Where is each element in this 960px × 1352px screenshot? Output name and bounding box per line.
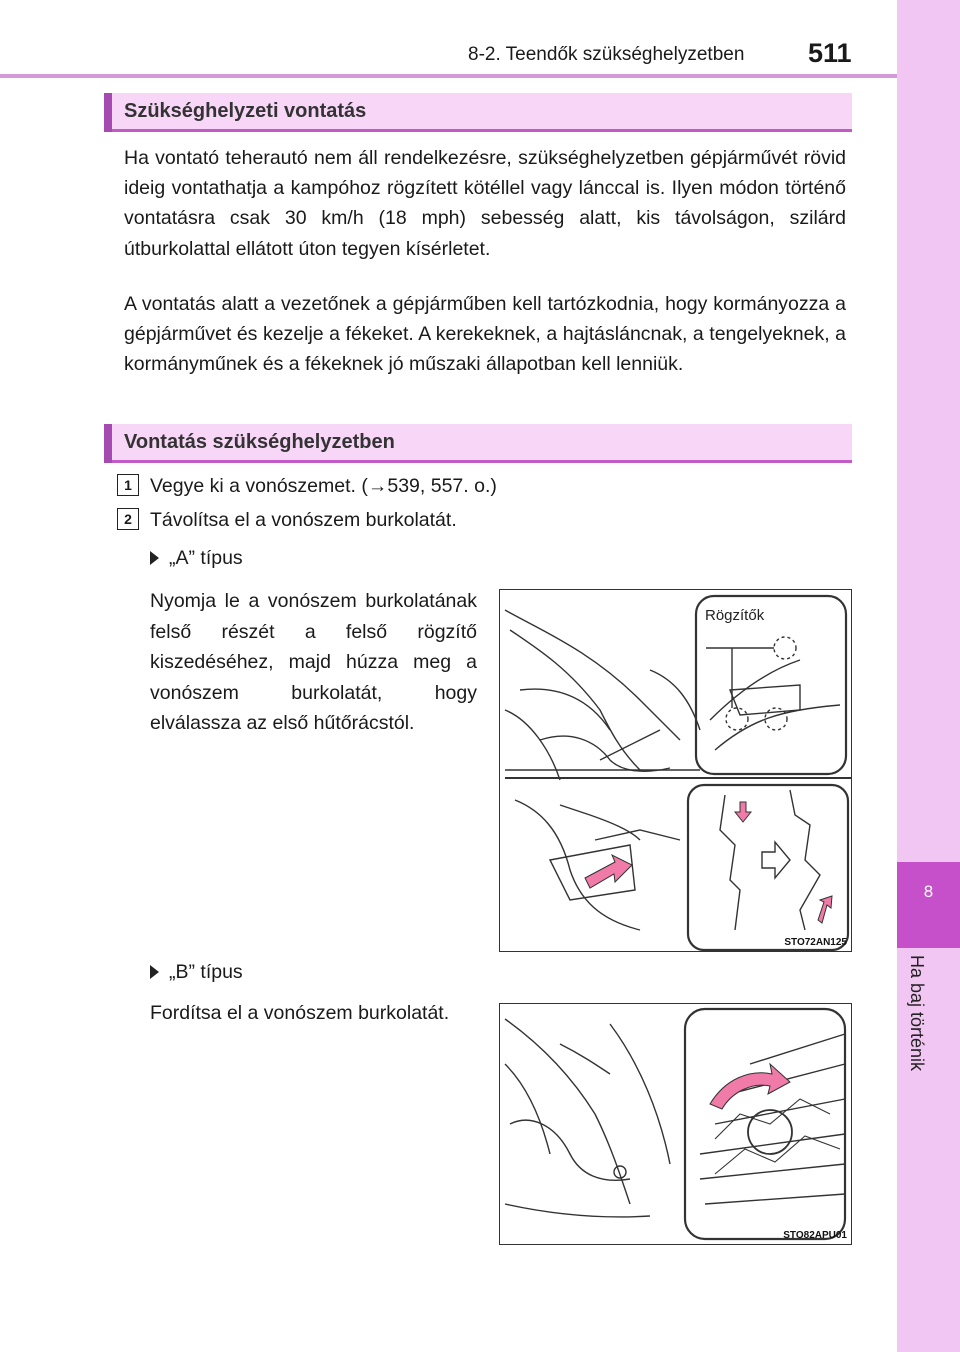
step-text-2: Távolítsa el a vonószem burkolatát.: [150, 509, 457, 531]
type-a-bullet: [150, 547, 243, 570]
side-tab: [897, 0, 960, 1352]
type-a-illustration: [500, 590, 852, 952]
type-a-instruction: Nyomja le a vonószem burkolatának felső részét a felső rögzítő kiszedéséhez, majd húzza meg a vonószem burkolatát, hogy elválassza az első hűtőrácstól.: [150, 590, 477, 735]
type-a-label: „A” típus: [169, 547, 243, 569]
section-title: Vontatás szükséghelyzetben: [124, 431, 395, 453]
step-number-1: 1: [117, 474, 139, 496]
chapter-title: 8-2. Teendők szükséghelyzetben: [468, 44, 745, 65]
intro-paragraph: Ha vontató teherautó nem áll rendelkezésre, szükséghelyzetben gépjárművét rövid ideig vontathatja a kampóhoz rögzített kötéllel vagy lánccal is. Ilyen módon történő vontatásra csak 30 km/h (18 mph) sebesség alatt, kis távolságon, szilárd útburkolattal ellátott úton tegyen kísérletet.: [124, 147, 846, 260]
tab-chapter-label: Ha baj történik: [907, 955, 927, 1072]
triangle-bullet-icon: [150, 965, 159, 979]
step-text-1: Vegye ki a vonószemet. (→539, 557. o.): [150, 475, 497, 497]
type-b-figure: [499, 1003, 852, 1245]
page-number: 511: [808, 38, 852, 68]
step-number-2: 2: [117, 508, 139, 530]
fasteners-callout: Rögzítők: [705, 607, 765, 624]
type-b-illustration: [500, 1004, 852, 1245]
section-header-emergency-towing: [104, 93, 852, 132]
triangle-bullet-icon: [150, 551, 159, 565]
header-rule: [0, 74, 897, 78]
type-b-instruction: Fordítsa el a vonószem burkolatát.: [150, 1002, 450, 1024]
type-b-figure-code: STO82APU01: [783, 1230, 847, 1241]
section-title: Szükséghelyzeti vontatás: [124, 100, 367, 122]
side-tab-highlight: [897, 862, 960, 948]
type-a-figure: [499, 589, 852, 952]
type-a-figure-code: STO72AN125: [784, 937, 847, 948]
type-b-label: „B” típus: [169, 961, 243, 983]
type-b-bullet: [150, 961, 243, 984]
section-header-towing-procedure: [104, 424, 852, 463]
driver-paragraph: A vontatás alatt a vezetőnek a gépjárműben kell tartózkodnia, hogy kormányozza a gépjárművet és kezelje a fékeket. A kerekeknek, a hajtásláncnak, a tengelyeknek, a kormányműnek és a fékeknek jó műszaki állapotban kell lenniük.: [124, 293, 846, 376]
tab-chapter-number: 8: [923, 882, 934, 901]
